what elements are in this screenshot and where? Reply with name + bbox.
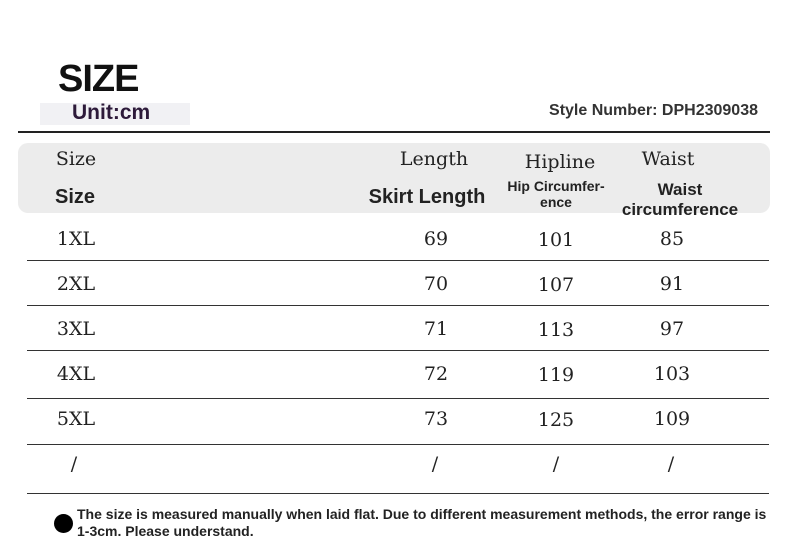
page-title: SIZE <box>58 58 139 100</box>
table-row-size: 1XL <box>56 228 96 250</box>
table-row-size: 5XL <box>56 408 96 430</box>
table-row-hip: 101 <box>537 229 575 251</box>
table-row-size: 3XL <box>56 318 96 340</box>
table-row-size: 4XL <box>56 363 96 385</box>
table-row-waist: 109 <box>653 408 691 430</box>
column-header-skirt-length: Skirt Length <box>368 186 486 208</box>
table-row-hip: 113 <box>537 319 575 341</box>
table-row-length: 70 <box>423 273 449 295</box>
table-row-hip: / <box>552 453 560 475</box>
table-row-size: 2XL <box>56 273 96 295</box>
table-row-length: / <box>431 453 439 475</box>
row-divider <box>27 350 769 351</box>
table-row-hip: 107 <box>537 274 575 296</box>
column-header-waist-mono: Waist <box>641 148 695 170</box>
column-header-hip-circumference <box>507 178 604 210</box>
row-divider <box>27 260 769 261</box>
waist-circumference-line2: circumference <box>621 200 739 219</box>
column-header-size-mono: Size <box>55 148 97 170</box>
table-row-size: / <box>70 453 78 475</box>
column-header-hipline-mono: Hipline <box>524 151 596 173</box>
bullet-icon <box>54 514 73 533</box>
table-row-hip: 125 <box>537 409 575 431</box>
table-row-length: 71 <box>423 318 449 340</box>
table-row-waist: 103 <box>653 363 691 385</box>
hip-circumference-line1: Hip Circumfer- <box>507 178 605 194</box>
column-header-length-mono: Length <box>399 148 469 170</box>
table-row-waist: 97 <box>659 318 685 340</box>
row-divider <box>27 493 769 494</box>
row-divider <box>27 398 769 399</box>
table-row-waist: / <box>667 453 675 475</box>
table-row-length: 73 <box>423 408 449 430</box>
table-row-waist: 91 <box>659 273 685 295</box>
row-divider <box>27 305 769 306</box>
column-header-size: Size <box>54 186 96 208</box>
style-number: Style Number: DPH2309038 <box>549 102 758 119</box>
measurement-note: The size is measured manually when laid flat. Due to different measurement methods, the error range is 1-3cm. Please understand. <box>77 506 767 539</box>
table-row-length: 72 <box>423 363 449 385</box>
table-row-hip: 119 <box>537 364 575 386</box>
waist-circumference-line1: Waist <box>657 180 703 199</box>
column-header-waist-circumference <box>622 180 738 220</box>
unit-label: Unit:cm <box>72 101 151 124</box>
top-divider <box>18 131 770 133</box>
table-row-length: 69 <box>423 228 449 250</box>
row-divider <box>27 444 769 445</box>
hip-circumference-line2: ence <box>540 194 572 210</box>
table-row-waist: 85 <box>659 228 685 250</box>
